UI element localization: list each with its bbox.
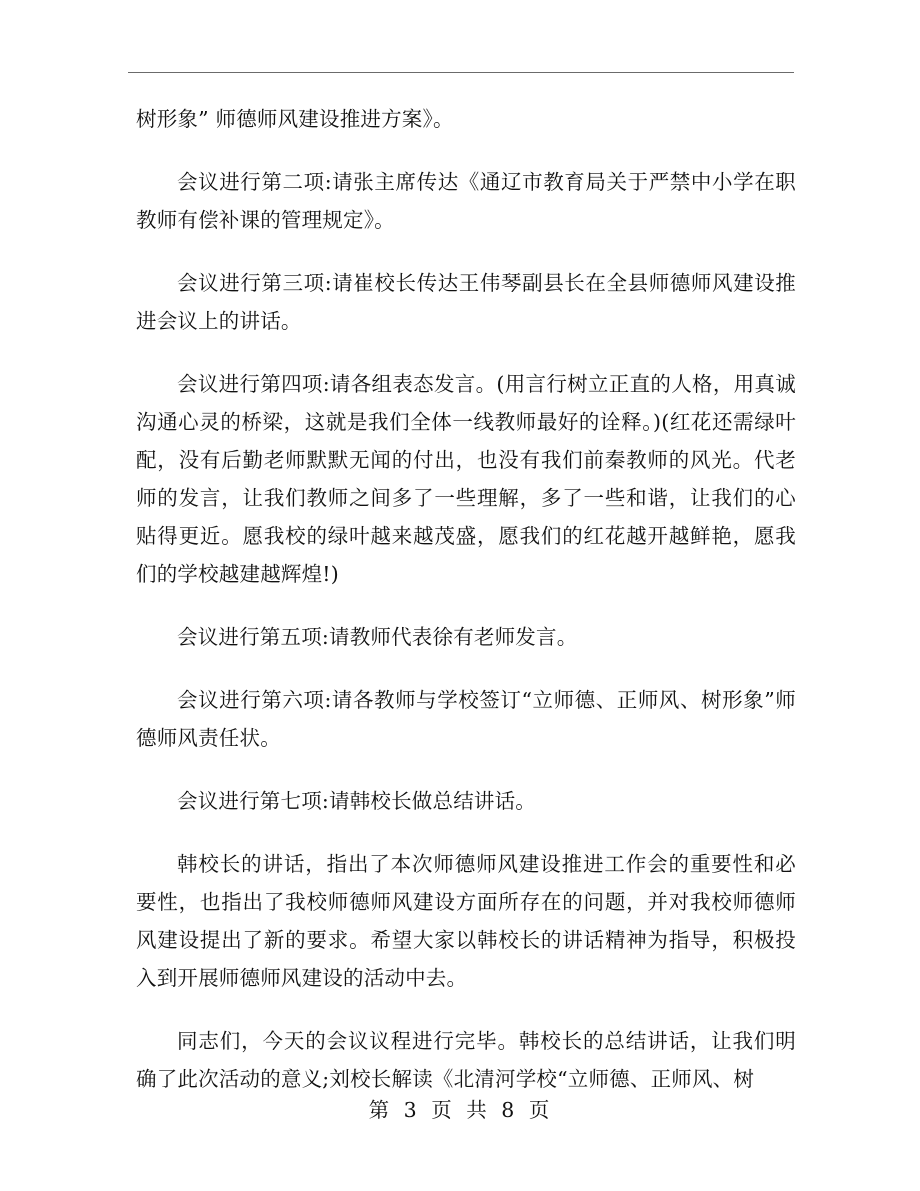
header-rule xyxy=(128,72,794,73)
paragraph-item-6: 会议进行第六项:请各教师与学校签订“立师德、正师风、树形象”师德师风责任状。 xyxy=(136,688,796,750)
document-body xyxy=(136,100,796,1098)
paragraph-summary: 韩校长的讲话，指出了本次师德师风建设推进工作会的重要性和必要性，也指出了我校师德师风建设方面所存在的问题，并对我校师德师风建设提出了新的要求。希望大家以韩校长的讲话精神为指导，积极投入到开展师德师风建设的活动中去。 xyxy=(136,852,796,990)
paragraph-item-5: 会议进行第五项:请教师代表徐有老师发言。 xyxy=(177,625,578,649)
paragraph-closing: 同志们，今天的会议议程进行完毕。韩校长的总结讲话，让我们明确了此次活动的意义;刘校长解读《北清河学校“立师德、正师风、树 xyxy=(136,1029,796,1091)
page-number-footer: 第 3 页 共 8 页 xyxy=(368,1098,552,1122)
paragraph-item-7: 会议进行第七项:请韩校长做总结讲话。 xyxy=(177,789,537,813)
paragraph-item-2: 会议进行第二项:请张主席传达《通辽市教育局关于严禁中小学在职教师有偿补课的管理规定》。 xyxy=(136,170,796,232)
paragraph-continuation: 树形象” 师德师风建设推进方案》。 xyxy=(136,107,454,131)
paragraph-item-4: 会议进行第四项:请各组表态发言。(用言行树立正直的人格，用真诚沟通心灵的桥梁，这就是我们全体一线教师最好的诠释。)(红花还需绿叶配，没有后勤老师默默无闻的付出，也没有我们前秦教师的风光。代老师的发言，让我们教师之间多了一些理解，多了一些和谐，让我们的心贴得更近。愿我校的绿叶越来越茂盛，愿我们的红花越开越鲜艳，愿我们的学校越建越辉煌!) xyxy=(136,372,796,586)
paragraph-item-3: 会议进行第三项:请崔校长传达王伟琴副县长在全县师德师风建设推进会议上的讲话。 xyxy=(136,271,796,333)
